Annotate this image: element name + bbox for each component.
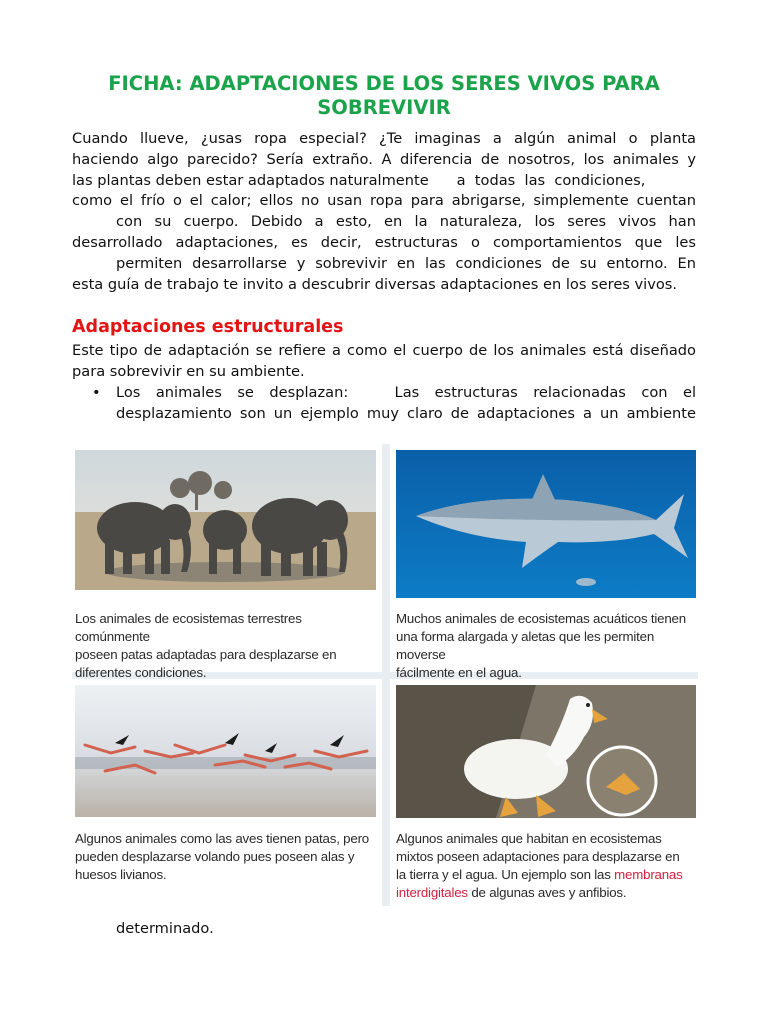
caption-line: mixtos poseen adaptaciones para desplazarse en	[396, 849, 680, 864]
caption-line: Algunos animales como las aves tienen patas, pero	[75, 831, 369, 846]
caption-line-text: la tierra y el agua. Un ejemplo son las	[396, 867, 615, 882]
intro-line: Cuando llueve, ¿usas ropa especial? ¿Te imaginas a algún animal o planta	[72, 130, 696, 147]
document-title: FICHA: ADAPTACIONES DE LOS SERES VIVOS PARA SOBREVIVIR	[108, 72, 660, 119]
duck-caption	[396, 830, 700, 902]
flamingos-photo	[75, 685, 376, 817]
intro-paragraph	[72, 129, 696, 295]
caption-line: diferentes condiciones.	[75, 665, 207, 680]
shark-illustration	[396, 450, 696, 598]
elephants-caption	[75, 610, 379, 682]
caption-line: una forma alargada y aletas que les permiten moverse	[396, 629, 655, 662]
elephants-photo	[75, 450, 376, 590]
intro-line: permiten desarrollarse y sobrevivir en las condiciones de su entorno. En	[116, 254, 696, 272]
bullet-line: desplazamiento son un ejemplo muy claro de adaptaciones a un ambiente	[116, 404, 696, 422]
shark-caption	[396, 610, 700, 682]
intro-line: con su cuerpo. Debido a esto, en la naturaleza, los seres vivos han	[116, 213, 696, 231]
caption-line: Algunos animales que habitan en ecosistemas	[396, 831, 662, 846]
section-title: Adaptaciones estructurales	[72, 317, 344, 338]
caption-tail: de algunas aves y anfibios.	[467, 885, 627, 900]
caption-line: Los animales de ecosistemas terrestres comúnmente	[75, 611, 302, 644]
elephants-illustration	[75, 450, 376, 590]
caption-line: huesos livianos.	[75, 867, 167, 882]
section-line: Este tipo de adaptación se refiere a como el cuerpo de los animales está diseñado	[72, 342, 696, 360]
continuation-text: determinado.	[116, 920, 214, 937]
caption-line: poseen patas adaptadas para desplazarse en	[75, 647, 337, 662]
duck-photo	[396, 685, 696, 818]
caption-line	[396, 884, 700, 902]
caption-line: pueden desplazarse volando pues poseen alas y	[75, 849, 355, 864]
intro-line: desarrollado adaptaciones, es decir, estructuras o comportamientos que les	[72, 233, 696, 251]
caption-highlight: membranas	[614, 867, 683, 882]
duck-illustration	[396, 685, 696, 818]
shark-photo	[396, 450, 696, 598]
caption-highlight: interdigitales	[396, 885, 468, 900]
bullet-symbol: •	[92, 383, 101, 401]
section-line: para sobrevivir en su ambiente.	[72, 363, 305, 381]
intro-line: haciendo algo parecido? Sería extraño. A diferencia de nosotros, los animales y	[72, 150, 696, 168]
intro-line: esta guía de trabajo te invito a descubrir diversas adaptaciones en los seres vivos.	[72, 275, 678, 293]
intro-line: las plantas deben estar adaptados naturalmente a todas las condiciones,	[72, 171, 646, 189]
document-page	[72, 72, 696, 425]
bullet-line: Los animales se desplazan: Las estructuras relacionadas con el	[116, 383, 696, 401]
caption-line	[396, 866, 700, 884]
caption-line: Muchos animales de ecosistemas acuáticos tienen	[396, 611, 686, 626]
bullet-item	[72, 383, 696, 425]
flamingos-caption	[75, 830, 379, 884]
figure-grid	[72, 444, 698, 906]
intro-line: como el frío o el calor; ellos no usan ropa para abrigarse, simplemente cuentan	[72, 192, 696, 210]
flamingos-illustration	[75, 685, 376, 817]
caption-line: fácilmente en el agua.	[396, 665, 522, 680]
